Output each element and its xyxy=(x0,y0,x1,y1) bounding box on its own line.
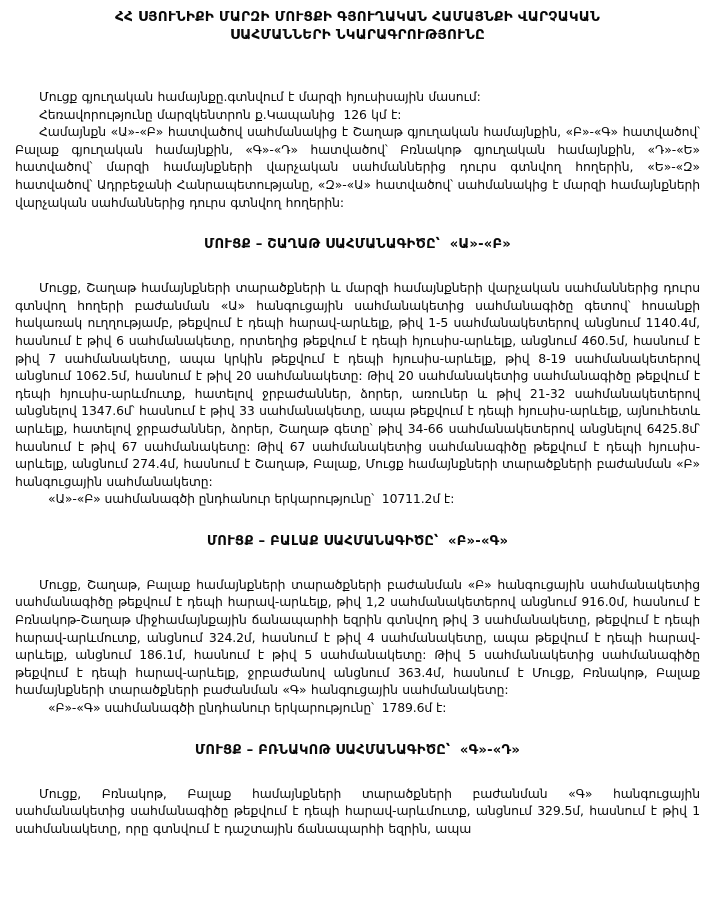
section-total-mutsk-balak: «Բ»-«Գ» սահմանագծի ընդհանուր երկարությունը՝ 1789.6մ է: xyxy=(48,700,447,716)
intro-neighbors-paragraph: Համայնքն «Ա»-«Բ» հատվածով սահմանակից է Շաղաթ գյուղական համայնքին, «Բ»-«Գ» հատվածով՝ Բալաք գյուղական համայնքին, «Գ»-«Դ» հատվածով՝ Բռնակոթ գյուղական համայնքին, «Դ»-«Ե» հատվածով՝ մարզի համայնքների վարչական սահմաններից դուրս գտնվող հողերին, «Ե»-«Զ» հատվածով՝ Ադրբեջանի Հանրապետությանը, «Զ»-«Ա» հատվածով՝ սահմանակից է մարզի համայնքների վարչական սահմաններից դուրս գտնվող հողերին: xyxy=(15,124,700,210)
section-heading-mutsk-balak: ՄՈՒՑՔ – ԲԱԼԱՔ ՍԱՀՄԱՆԱԳԻԾԸ՝ «Բ»-«Գ» xyxy=(206,533,509,549)
section-heading-mutsk-shaghat: ՄՈՒՑՔ – ՇԱՂԱԹ ՍԱՀՄԱՆԱԳԻԾԸ՝ «Ա»-«Բ» xyxy=(203,237,511,253)
title-line-1: ՀՀ ՍՅՈՒՆԻՔԻ ՄԱՐԶԻ ՄՈՒՑՔԻ ԳՅՈՒՂԱԿԱՆ ՀԱՄԱՅՆՔԻ ՎԱՐՉԱԿԱՆ xyxy=(115,9,600,25)
section-body-mutsk-balak: Մուցք, Շաղաթ, Բալաք համայնքների տարածքների բաժանման «Բ» հանգուցային սահմանակետից սահմանագիծը թեքվում է դեպի հարավ-արևելք, թիվ 1,2 սահմանակետերով անցնում 916.0մ, հասնում է Բռնակոթ-Շաղաթ միջհամայնքային ճանապարհի եզրին գտնվող թիվ 3 սահմանակետը, թեքվում է դեպի հարավ-արևմուտք, անցնում 324.2մ, հասնում է թիվ 4 սահմանակետը, ապա թեքվում է դեպի հարավ-արևելք, անցնում 186.1մ, հասնում է թիվ 5 սահմանակետը: Թիվ 5 սահմանակետից սահմանագիծը թեքվում է դեպի հարավ-արևելք, ջրբաժանով անցնում 363.4մ, հասնում է Մուցք, Բռնակոթ, Բալաք համայնքների տարածքների բաժանման «Գ» հանգուցային սահմանակետը: xyxy=(15,576,700,698)
title-line-2: ՍԱՀՄԱՆՆԵՐԻ ՆԿԱՐԱԳՐՈՒԹՅՈՒՆԸ xyxy=(229,27,486,43)
section-mutsk-shaghat xyxy=(15,236,700,508)
document-title xyxy=(15,8,700,44)
section-body-mutsk-shaghat: Մուցք, Շաղաթ համայնքների տարածքների և մարզի համայնքների վարչական սահմաններից դուրս գտնվող հողերի բաժանման «Ա» հանգուցային սահմանակետից սահմանագիծը գետով՝ հոսանքի հակառակ ուղղությամբ, թեքվում է դեպի հարավ-արևելք, թիվ 1-5 սահմանակետերով անցնում 1140.4մ, հասնում է թիվ 6 սահմանակետը, որտեղից թեքվում է դեպի հյուսիս-արևելք, անցնում 460.5մ, հասնում է թիվ 7 սահմանակետը, ապա կրկին թեքվում է դեպի հյուսիս-արևելք, թիվ 8-19 սահմանակետերով անցնում 1062.5մ, հասնում է թիվ 20 սահմանակետը: Թիվ 20 սահմանակետից սահմանագիծը թեքվում է դեպի հյուսիս-արևմուտք, հատելով ջրբաժաններ, ձորեր, առուներ և թիվ 21-32 սահմանակետերով անցնելով 1347.6մ՝ հասնում է թիվ 33 սահմանակետը, ապա թեքվում է դեպի հյուսիս-արևելք, այնուհետև արևելք, հատելով ջրբաժաններ, ձորեր, Շաղաթ գետը՝ թիվ 34-66 սահմանակետերով անցնելով 6425.8մ՝ հասնում է թիվ 67 սահմանակետը: Թիվ 67 սահմանակետից սահմանագիծը թեքվում է դեպի հյուսիս-արևելք, անցնում 274.4մ, հասնում է Շաղաթ, Բալաք, Մուցք համայնքների տարածքների բաժանման «Բ» հանգուցային սահմանակետը: xyxy=(15,280,700,489)
intro-distance-line: Հեռավորությունը մարզկենտրոն ք.Կապանից 126 կմ է: xyxy=(39,106,402,122)
intro-location-line: Մուցք գյուղական համայնքը.գտնվում է մարզի հյուսիսային մասում: xyxy=(39,89,481,104)
section-heading-mutsk-brnakot: ՄՈՒՑՔ – ԲՌՆԱԿՈԹ ՍԱՀՄԱՆԱԳԻԾԸ՝ «Գ»-«Դ» xyxy=(194,742,521,758)
section-total-mutsk-shaghat: «Ա»-«Բ» սահմանագծի ընդհանուր երկարությունը՝ 10711.2մ է: xyxy=(48,491,455,507)
section-mutsk-balak xyxy=(15,533,700,717)
intro-block xyxy=(15,88,700,211)
section-mutsk-brnakot xyxy=(15,742,700,838)
section-body-mutsk-brnakot: Մուցք, Բռնակոթ, Բալաք համայնքների տարածքների բաժանման «Գ» հանգուցային սահմանակետից սահմանագիծը թեքվում է դեպի հարավ-արևմուտք, անցնում 329.5մ, հասնում է թիվ 1 սահմանակետը, որը գտնվում է դաշտային ճանապարհի եզրին, ապա xyxy=(15,785,700,836)
